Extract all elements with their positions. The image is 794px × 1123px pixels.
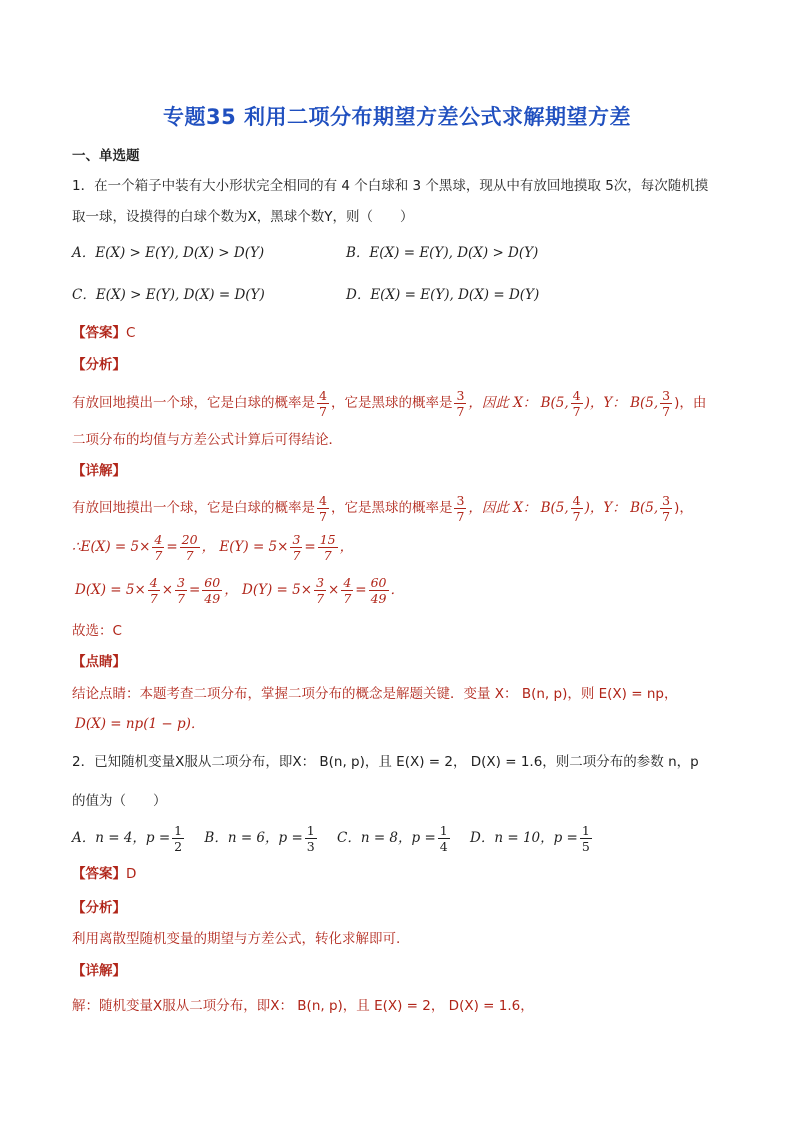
fraction-60-49: $\frac{60}{49}$ bbox=[204, 575, 221, 606]
fraction-3-7: $\frac{3}{7}$ bbox=[662, 387, 671, 419]
fraction-3-7: $\frac{3}{7}$ bbox=[456, 492, 465, 524]
math-text: = bbox=[166, 539, 178, 555]
fraction-3-7: $\frac{3}{7}$ bbox=[456, 387, 465, 419]
section-heading: 一、单选题 bbox=[72, 148, 140, 164]
q1-analysis-line-1 bbox=[72, 386, 706, 420]
q1-answer bbox=[72, 323, 135, 343]
fraction-1-2: $\frac{1}{2}$ bbox=[174, 822, 183, 854]
analysis-tag: 【分析】 bbox=[72, 900, 126, 916]
analysis-math: )，Y： B(5, bbox=[584, 395, 659, 411]
q1-comment-line-1: 结论点睛：本题考查二项分布，掌握二项分布的概念是解题关键．变量 X： B(n, p)，则 E(X) = np， bbox=[72, 686, 678, 702]
q2-stem-line-1: 2．已知随机变量X服从二项分布，即X： B(n, p)，且 E(X) = 2， D(X) = 1.6，则二项分布的参数 n，p bbox=[72, 754, 699, 770]
math-text: ∴E(X) = 5× bbox=[72, 539, 151, 555]
detail-math: )，Y： B(5, bbox=[584, 500, 659, 516]
q1-analysis-line-2: 二项分布的均值与方差公式计算后可得结论． bbox=[72, 432, 342, 448]
detail-tag: 【详解】 bbox=[72, 963, 126, 979]
q1-choose: 故选：C bbox=[72, 623, 122, 639]
math-text: ， bbox=[339, 539, 354, 555]
fraction-4-7: $\frac{4}{7}$ bbox=[319, 387, 327, 419]
q1-stem-line-1: 1．在一个箱子中装有大小形状完全相同的有 4 个白球和 3 个黑球，现从中有放回地摸取 5次，每次随机摸 bbox=[72, 178, 709, 194]
q2-detail-text: 解：随机变量X服从二项分布，即X： B(n, p)，且 E(X) = 2， D(X) = 1.6， bbox=[72, 998, 534, 1014]
q2-option-a: A．n = 4，p = $\frac{1}{2}$ bbox=[72, 822, 183, 854]
q2-answer bbox=[72, 864, 136, 884]
q1-comment-line-2: D(X) = np(1 − p)． bbox=[75, 716, 205, 732]
fraction-20-7: $\frac{20}{7}$ bbox=[181, 532, 198, 563]
q1-option-c: C．E(X) > E(Y), D(X) = D(Y) bbox=[72, 287, 265, 303]
detail-text: )， bbox=[674, 500, 693, 516]
math-text: × bbox=[328, 582, 340, 598]
fraction-4-7: $\frac{4}{7}$ bbox=[343, 575, 352, 606]
q1-variance-line bbox=[75, 573, 404, 607]
answer-tag: 【答案】 bbox=[72, 866, 126, 882]
fraction-4-7: $\frac{4}{7}$ bbox=[154, 532, 163, 563]
detail-text: 有放回地摸出一个球，它是白球的概率是 bbox=[72, 500, 315, 516]
page-title: 专题35 利用二项分布期望方差公式求解期望方差 bbox=[162, 105, 632, 129]
fraction-1-5: $\frac{1}{5}$ bbox=[581, 822, 590, 854]
q2-option-c: C．n = 8，p = $\frac{1}{4}$ bbox=[337, 822, 448, 854]
math-text: ， E(Y) = 5× bbox=[201, 539, 289, 555]
q2-stem-line-2: 的值为（ ） bbox=[72, 793, 167, 809]
q2-option-d: D．n = 10，p = $\frac{1}{5}$ bbox=[470, 822, 590, 854]
math-text: × bbox=[161, 582, 174, 598]
q2-detail-tag bbox=[72, 961, 126, 981]
fraction-4-7: $\frac{4}{7}$ bbox=[319, 492, 327, 524]
analysis-tag: 【分析】 bbox=[72, 357, 126, 373]
q1-detail-line-1 bbox=[72, 491, 693, 525]
q2-analysis-tag bbox=[72, 898, 126, 918]
fraction-4-7: $\frac{4}{7}$ bbox=[149, 575, 158, 606]
q1-comment-tag bbox=[72, 652, 126, 672]
analysis-math: ，因此 X： B(5, bbox=[468, 395, 569, 411]
fraction-1-3: $\frac{1}{3}$ bbox=[306, 822, 315, 854]
comment-tag: 【点睛】 bbox=[72, 654, 126, 670]
fraction-1-4: $\frac{1}{4}$ bbox=[439, 822, 448, 854]
math-text: = bbox=[304, 539, 316, 555]
fraction-3-7: $\frac{3}{7}$ bbox=[177, 575, 185, 606]
math-text: D(X) = 5× bbox=[75, 582, 146, 598]
fraction-4-7: $\frac{4}{7}$ bbox=[572, 387, 581, 419]
q2-analysis-text: 利用离散型随机变量的期望与方差公式，转化求解即可. bbox=[72, 931, 401, 947]
answer-value: C bbox=[126, 325, 136, 341]
fraction-4-7: $\frac{4}{7}$ bbox=[572, 492, 581, 524]
fraction-3-7: $\frac{3}{7}$ bbox=[316, 575, 325, 606]
math-text: = bbox=[355, 582, 367, 598]
q1-option-b: B．E(X) = E(Y), D(X) > D(Y) bbox=[346, 245, 539, 261]
fraction-3-7: $\frac{3}{7}$ bbox=[662, 492, 671, 524]
analysis-text: ，它是黑球的概率是 bbox=[330, 395, 453, 411]
detail-math: ，因此 X： B(5, bbox=[468, 500, 569, 516]
answer-value: D bbox=[126, 866, 137, 882]
math-text: = bbox=[188, 582, 201, 598]
q1-detail-tag bbox=[72, 461, 126, 481]
math-text: ． bbox=[390, 582, 404, 598]
q1-option-a: A．E(X) > E(Y), D(X) > D(Y) bbox=[72, 245, 265, 261]
q1-stem-line-2: 取一球，设摸得的白球个数为X，黑球个数Y，则（ ） bbox=[72, 209, 414, 225]
q2-option-b: B．n = 6，p = $\frac{1}{3}$ bbox=[204, 822, 315, 854]
fraction-3-7: $\frac{3}{7}$ bbox=[292, 532, 301, 563]
fraction-60-49: $\frac{60}{49}$ bbox=[370, 575, 387, 606]
q1-expectation-line bbox=[72, 530, 353, 564]
q1-analysis-tag bbox=[72, 355, 126, 375]
analysis-text: )，由 bbox=[674, 395, 707, 411]
detail-text: ，它是黑球的概率是 bbox=[330, 500, 453, 516]
detail-tag: 【详解】 bbox=[72, 463, 126, 479]
q2-options bbox=[72, 819, 594, 857]
math-text: ， D(Y) = 5× bbox=[224, 582, 313, 598]
answer-tag: 【答案】 bbox=[72, 325, 126, 341]
fraction-15-7: $\frac{15}{7}$ bbox=[319, 532, 336, 563]
q1-option-d: D．E(X) = E(Y), D(X) = D(Y) bbox=[346, 287, 540, 303]
analysis-text: 有放回地摸出一个球，它是白球的概率是 bbox=[72, 395, 315, 411]
